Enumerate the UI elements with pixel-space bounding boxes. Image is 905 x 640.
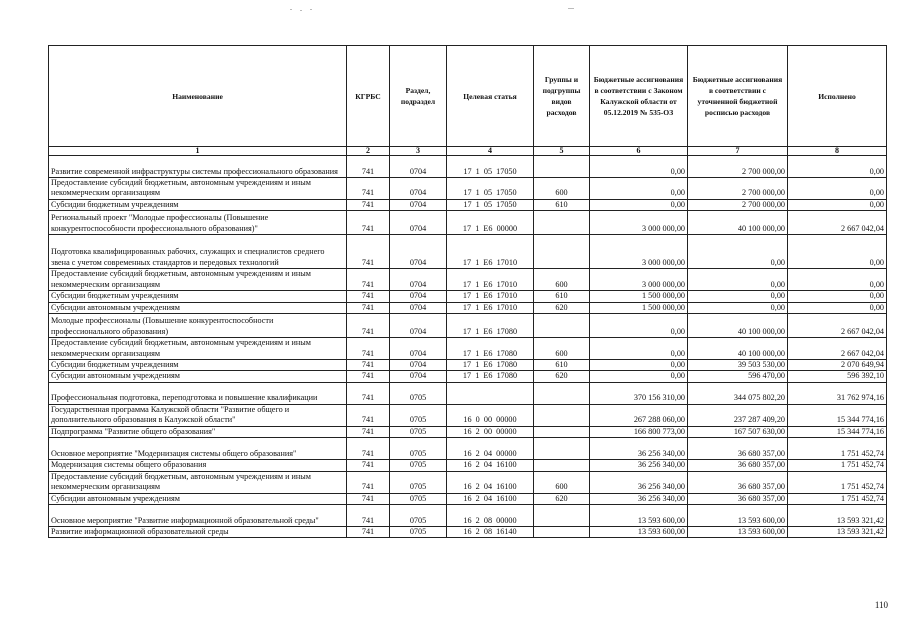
row-section: 0705 [390, 505, 447, 527]
row-target: 17 1 05 17050 [447, 156, 534, 178]
row-law-amount: 13 593 600,00 [590, 527, 688, 538]
row-revised-amount: 2 700 000,00 [688, 178, 788, 200]
row-revised-amount: 13 593 600,00 [688, 527, 788, 538]
row-target: 16 2 04 16100 [447, 471, 534, 493]
row-name: Молодые профессионалы (Повышение конкурентоспособности профессионального образования) [49, 314, 347, 338]
row-executed-amount: 0,00 [788, 235, 887, 269]
row-target: 17 1 05 17050 [447, 178, 534, 200]
row-group [534, 438, 590, 460]
row-kgrbs: 741 [347, 527, 390, 538]
row-section: 0704 [390, 178, 447, 200]
row-group: 600 [534, 338, 590, 360]
row-revised-amount: 344 075 802,20 [688, 382, 788, 404]
row-group [534, 314, 590, 338]
row-group: 610 [534, 199, 590, 210]
page-number: 110 [874, 600, 888, 610]
budget-table [48, 45, 887, 538]
col-header-name: Наименование [49, 46, 347, 147]
row-kgrbs: 741 [347, 360, 390, 371]
row-section: 0704 [390, 235, 447, 269]
table-row [49, 178, 887, 200]
row-executed-amount: 31 762 974,16 [788, 382, 887, 404]
row-group: 610 [534, 291, 590, 302]
row-target: 16 0 00 00000 [447, 404, 534, 426]
table-row [49, 426, 887, 437]
row-group [534, 404, 590, 426]
row-name: Субсидии автономным учреждениям [49, 493, 347, 504]
row-target: 17 1 E6 17010 [447, 269, 534, 291]
table-row [49, 382, 887, 404]
row-law-amount: 36 256 340,00 [590, 471, 688, 493]
row-name: Подпрограмма "Развитие общего образования" [49, 426, 347, 437]
row-revised-amount: 36 680 357,00 [688, 438, 788, 460]
row-law-amount: 0,00 [590, 199, 688, 210]
row-target: 16 2 04 16100 [447, 493, 534, 504]
row-kgrbs: 741 [347, 505, 390, 527]
table-row [49, 360, 887, 371]
row-name: Подготовка квалифицированных рабочих, служащих и специалистов среднего звена с учетом современных стандартов и передовых технологий [49, 235, 347, 269]
row-law-amount: 0,00 [590, 371, 688, 382]
row-name: Субсидии автономным учреждениям [49, 371, 347, 382]
row-name: Основное мероприятие "Развитие информационной образовательной среды" [49, 505, 347, 527]
row-name: Субсидии бюджетным учреждениям [49, 360, 347, 371]
col-header-executed: Исполнено [788, 46, 887, 147]
row-target: 16 2 08 00000 [447, 505, 534, 527]
row-executed-amount: 1 751 452,74 [788, 460, 887, 471]
row-revised-amount: 596 470,00 [688, 371, 788, 382]
row-law-amount: 370 156 310,00 [590, 382, 688, 404]
col-number: 5 [534, 147, 590, 156]
row-name: Субсидии бюджетным учреждениям [49, 291, 347, 302]
col-header-kgrbs: КГРБС [347, 46, 390, 147]
row-target: 17 1 E6 17080 [447, 338, 534, 360]
row-executed-amount: 1 751 452,74 [788, 471, 887, 493]
row-group: 620 [534, 371, 590, 382]
row-group [534, 460, 590, 471]
row-section: 0704 [390, 371, 447, 382]
table-row [49, 314, 887, 338]
row-kgrbs: 741 [347, 314, 390, 338]
row-revised-amount: 2 700 000,00 [688, 199, 788, 210]
row-executed-amount: 15 344 774,16 [788, 426, 887, 437]
col-header-section: Раздел, подраздел [390, 46, 447, 147]
col-number: 8 [788, 147, 887, 156]
row-name: Предоставление субсидий бюджетным, автономным учреждениям и иным некоммерческим организациям [49, 269, 347, 291]
row-section: 0705 [390, 460, 447, 471]
row-target: 17 1 E6 17080 [447, 314, 534, 338]
row-group [534, 235, 590, 269]
row-group [534, 527, 590, 538]
row-target: 16 2 00 00000 [447, 426, 534, 437]
row-law-amount: 13 593 600,00 [590, 505, 688, 527]
col-number: 4 [447, 147, 534, 156]
row-kgrbs: 741 [347, 302, 390, 313]
table-row [49, 371, 887, 382]
row-executed-amount: 2 667 042,04 [788, 314, 887, 338]
row-name: Развитие современной инфраструктуры системы профессионального образования [49, 156, 347, 178]
col-number: 6 [590, 147, 688, 156]
row-name: Предоставление субсидий бюджетным, автономным учреждениям и иным некоммерческим организациям [49, 471, 347, 493]
row-executed-amount: 13 593 321,42 [788, 527, 887, 538]
row-revised-amount: 40 100 000,00 [688, 314, 788, 338]
row-executed-amount: 0,00 [788, 178, 887, 200]
row-revised-amount: 36 680 357,00 [688, 460, 788, 471]
table-row [49, 460, 887, 471]
row-target: 17 1 05 17050 [447, 199, 534, 210]
row-revised-amount: 40 100 000,00 [688, 338, 788, 360]
row-law-amount: 267 288 060,00 [590, 404, 688, 426]
row-law-amount: 36 256 340,00 [590, 493, 688, 504]
col-number: 1 [49, 147, 347, 156]
row-executed-amount: 2 667 042,04 [788, 338, 887, 360]
row-law-amount: 1 500 000,00 [590, 291, 688, 302]
table-body [49, 156, 887, 538]
row-executed-amount: 0,00 [788, 156, 887, 178]
row-name: Субсидии автономным учреждениям [49, 302, 347, 313]
row-revised-amount: 167 507 630,00 [688, 426, 788, 437]
row-revised-amount: 0,00 [688, 302, 788, 313]
col-header-target: Целевая статья [447, 46, 534, 147]
row-law-amount: 166 800 773,00 [590, 426, 688, 437]
row-name: Модернизация системы общего образования [49, 460, 347, 471]
row-law-amount: 3 000 000,00 [590, 269, 688, 291]
row-revised-amount: 2 700 000,00 [688, 156, 788, 178]
row-executed-amount: 0,00 [788, 269, 887, 291]
table-row [49, 438, 887, 460]
row-law-amount: 0,00 [590, 338, 688, 360]
col-number: 2 [347, 147, 390, 156]
col-header-revised: Бюджетные ассигнования в соответствии с уточненной бюджетной росписью расходов [688, 46, 788, 147]
row-name: Основное мероприятие "Модернизация системы общего образования" [49, 438, 347, 460]
row-law-amount: 36 256 340,00 [590, 438, 688, 460]
row-group [534, 505, 590, 527]
row-group [534, 382, 590, 404]
row-target: 17 1 E6 17010 [447, 235, 534, 269]
row-kgrbs: 741 [347, 178, 390, 200]
row-section: 0704 [390, 360, 447, 371]
row-group [534, 426, 590, 437]
row-kgrbs: 741 [347, 291, 390, 302]
row-law-amount: 3 000 000,00 [590, 211, 688, 235]
row-revised-amount: 0,00 [688, 235, 788, 269]
row-section: 0705 [390, 382, 447, 404]
row-target: 16 2 08 16140 [447, 527, 534, 538]
budget-table-sheet [48, 45, 886, 538]
row-group: 620 [534, 302, 590, 313]
row-executed-amount: 13 593 321,42 [788, 505, 887, 527]
row-kgrbs: 741 [347, 460, 390, 471]
col-number: 3 [390, 147, 447, 156]
row-section: 0704 [390, 302, 447, 313]
row-executed-amount: 15 344 774,16 [788, 404, 887, 426]
row-group [534, 156, 590, 178]
row-target: 17 1 E6 17010 [447, 302, 534, 313]
col-header-group: Группы и подгруппы видов расходов [534, 46, 590, 147]
row-group [534, 211, 590, 235]
table-row [49, 302, 887, 313]
row-target: 16 2 04 16100 [447, 460, 534, 471]
row-kgrbs: 741 [347, 199, 390, 210]
row-executed-amount: 0,00 [788, 199, 887, 210]
row-executed-amount: 2 070 649,94 [788, 360, 887, 371]
row-name: Предоставление субсидий бюджетным, автономным учреждениям и иным некоммерческим организациям [49, 338, 347, 360]
row-section: 0705 [390, 404, 447, 426]
row-kgrbs: 741 [347, 426, 390, 437]
row-kgrbs: 741 [347, 269, 390, 291]
row-revised-amount: 13 593 600,00 [688, 505, 788, 527]
row-section: 0704 [390, 269, 447, 291]
row-section: 0705 [390, 527, 447, 538]
row-section: 0704 [390, 338, 447, 360]
row-law-amount: 0,00 [590, 156, 688, 178]
row-kgrbs: 741 [347, 471, 390, 493]
row-section: 0704 [390, 199, 447, 210]
row-executed-amount: 1 751 452,74 [788, 438, 887, 460]
table-row [49, 338, 887, 360]
row-law-amount: 3 000 000,00 [590, 235, 688, 269]
table-row [49, 505, 887, 527]
table-row [49, 235, 887, 269]
row-section: 0704 [390, 211, 447, 235]
row-executed-amount: 0,00 [788, 302, 887, 313]
table-row [49, 527, 887, 538]
row-law-amount: 0,00 [590, 178, 688, 200]
table-row [49, 291, 887, 302]
row-section: 0704 [390, 291, 447, 302]
row-group: 610 [534, 360, 590, 371]
row-section: 0705 [390, 426, 447, 437]
row-executed-amount: 1 751 452,74 [788, 493, 887, 504]
table-row [49, 269, 887, 291]
row-target [447, 382, 534, 404]
row-kgrbs: 741 [347, 438, 390, 460]
row-name: Субсидии бюджетным учреждениям [49, 199, 347, 210]
row-executed-amount: 2 667 042,04 [788, 211, 887, 235]
row-kgrbs: 741 [347, 211, 390, 235]
col-header-law: Бюджетные ассигнования в соответствии с Законом Калужской области от 05.12.2019 № 535-ОЗ [590, 46, 688, 147]
row-revised-amount: 36 680 357,00 [688, 493, 788, 504]
row-section: 0705 [390, 471, 447, 493]
row-name: Региональный проект "Молодые профессионалы (Повышение конкурентоспособности профессионального образования)" [49, 211, 347, 235]
row-section: 0704 [390, 156, 447, 178]
row-revised-amount: 39 503 530,00 [688, 360, 788, 371]
table-row [49, 199, 887, 210]
col-number: 7 [688, 147, 788, 156]
row-executed-amount: 596 392,10 [788, 371, 887, 382]
row-name: Развитие информационной образовательной среды [49, 527, 347, 538]
row-target: 17 1 E6 00000 [447, 211, 534, 235]
row-group: 600 [534, 178, 590, 200]
row-kgrbs: 741 [347, 382, 390, 404]
row-kgrbs: 741 [347, 235, 390, 269]
row-group: 620 [534, 493, 590, 504]
table-row [49, 471, 887, 493]
row-name: Государственная программа Калужской области "Развитие общего и дополнительного образования в Калужской области" [49, 404, 347, 426]
row-target: 17 1 E6 17080 [447, 371, 534, 382]
row-executed-amount: 0,00 [788, 291, 887, 302]
row-group: 600 [534, 471, 590, 493]
table-row [49, 404, 887, 426]
table-row [49, 493, 887, 504]
row-section: 0705 [390, 438, 447, 460]
row-target: 16 2 04 00000 [447, 438, 534, 460]
scan-specks [290, 8, 590, 12]
row-revised-amount: 40 100 000,00 [688, 211, 788, 235]
table-row [49, 211, 887, 235]
row-target: 17 1 E6 17080 [447, 360, 534, 371]
row-revised-amount: 0,00 [688, 269, 788, 291]
row-law-amount: 0,00 [590, 314, 688, 338]
row-section: 0704 [390, 314, 447, 338]
row-section: 0705 [390, 493, 447, 504]
row-law-amount: 0,00 [590, 360, 688, 371]
table-row [49, 156, 887, 178]
row-kgrbs: 741 [347, 338, 390, 360]
row-kgrbs: 741 [347, 371, 390, 382]
row-target: 17 1 E6 17010 [447, 291, 534, 302]
row-group: 600 [534, 269, 590, 291]
row-law-amount: 1 500 000,00 [590, 302, 688, 313]
row-kgrbs: 741 [347, 493, 390, 504]
row-revised-amount: 237 287 409,20 [688, 404, 788, 426]
row-kgrbs: 741 [347, 404, 390, 426]
row-name: Профессиональная подготовка, переподготовка и повышение квалификации [49, 382, 347, 404]
row-revised-amount: 36 680 357,00 [688, 471, 788, 493]
row-name: Предоставление субсидий бюджетным, автономным учреждениям и иным некоммерческим организациям [49, 178, 347, 200]
row-revised-amount: 0,00 [688, 291, 788, 302]
row-kgrbs: 741 [347, 156, 390, 178]
row-law-amount: 36 256 340,00 [590, 460, 688, 471]
